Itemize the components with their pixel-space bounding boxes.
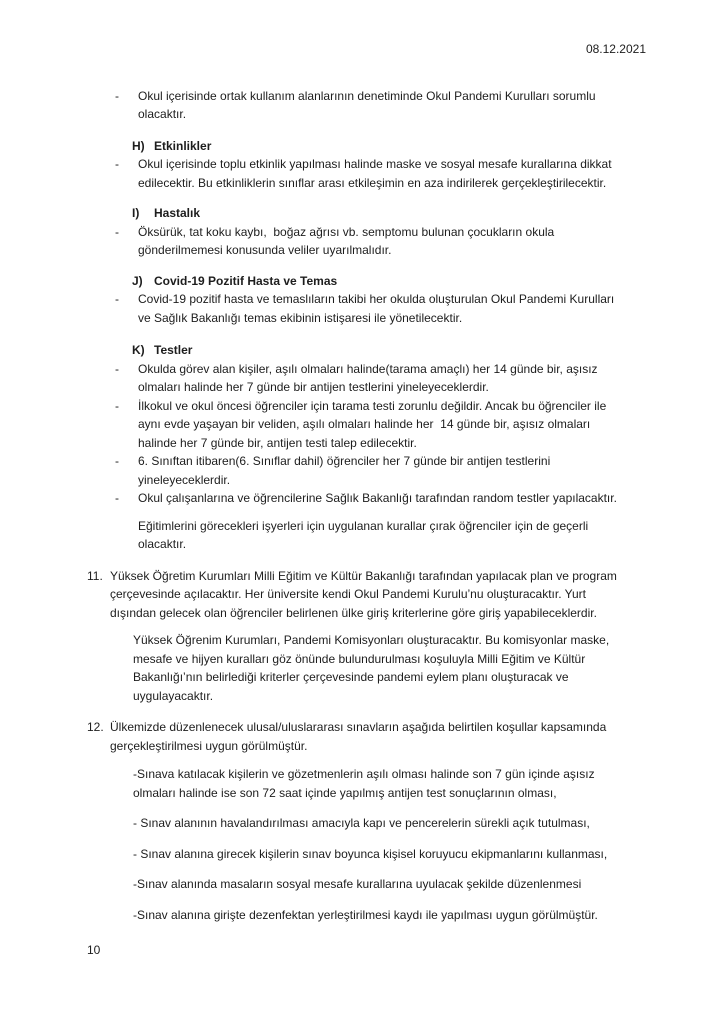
bullet-item bbox=[87, 397, 654, 453]
bullet-item bbox=[87, 360, 654, 397]
text-line: Covid-19 pozitif hasta ve temaslıların takibi her okulda oluşturulan Okul Pandemi Kurulları bbox=[138, 292, 615, 306]
text-line: İlkokul ve okul öncesi öğrenciler için tarama testi zorunlu değildir. Ancak bu öğrenciler ile bbox=[138, 398, 607, 413]
text-line: edilecektir. Bu etkinliklerin sınıflar arası etkileşimin en aza indirilerek gerçekleştirilecektir. bbox=[138, 175, 607, 190]
item-number: 11. bbox=[87, 568, 103, 583]
page-number: 10 bbox=[87, 943, 101, 957]
text-line: Okul çalışanlarına ve öğrencilerine Sağlık Bakanlığı tarafından random testler yapılacaktır. bbox=[138, 491, 617, 505]
heading-marker: K) bbox=[132, 343, 145, 357]
text-line: mesafe ve hijyen kuralları göz önünde bulundurulması koşuluyla Milli Eğitim ve Kültür bbox=[133, 651, 586, 666]
text-line: olmaları halinde her 7 günde bir antijen testlerini yineleyeceklerdir. bbox=[138, 380, 489, 394]
text-line: olacaktır. bbox=[138, 537, 187, 551]
bullet-item bbox=[87, 223, 654, 260]
heading-label: Covid-19 Pozitif Hasta ve Temas bbox=[154, 273, 338, 288]
heading-label: Hastalık bbox=[154, 206, 201, 220]
text-line: Bakanlığı’nın belirlediği kriterler çerçevesinde pandemi eylem planı oluşturacak ve bbox=[133, 670, 569, 684]
bullet-text bbox=[138, 489, 654, 508]
numbered-item-11 bbox=[87, 567, 654, 623]
paragraph bbox=[133, 765, 654, 802]
bullet-item bbox=[87, 87, 654, 124]
bullet-text bbox=[138, 87, 654, 124]
bullet-dash: - bbox=[115, 454, 119, 468]
heading-marker: J) bbox=[132, 273, 143, 288]
text-line: Yüksek Öğrenim Kurumları, Pandemi Komisyonları oluşturacaktır. Bu komisyonlar maske, bbox=[133, 633, 610, 647]
text-line: olacaktır. bbox=[138, 107, 187, 121]
bullet-text bbox=[138, 452, 654, 489]
paragraph bbox=[133, 906, 654, 925]
text-line: çerçevesinde açılacaktır. Her üniversite kendi Okul Pandemi Kurulu’nu oluşturacaktır. Yurt bbox=[110, 587, 587, 601]
text-line: ve Sağlık Bakanlığı temas ekibinin istişaresi ile yönetilecektir. bbox=[138, 310, 463, 325]
heading-label: Etkinlikler bbox=[154, 138, 212, 153]
bullet-dash: - bbox=[115, 398, 119, 413]
text-line: halinde her 7 günde bir, antijen testi talep edilecektir. bbox=[138, 435, 417, 450]
paragraph bbox=[133, 814, 654, 833]
bullet-item bbox=[87, 489, 654, 508]
text-line: aynı evde yaşayan bir veliden, aşılı olmaları halinde her 14 günde bir, aşısız olmaları bbox=[138, 417, 591, 431]
item-number: 12. bbox=[87, 720, 104, 734]
bullet-item bbox=[87, 290, 654, 327]
text-line: -Sınav alanına girişte dezenfektan yerleştirilmesi kaydı ile yapılması uygun görülmüştür. bbox=[133, 907, 598, 922]
text-line: Yüksek Öğretim Kurumları Milli Eğitim ve Kültür Bakanlığı tarafından yapılacak plan ve program bbox=[110, 568, 617, 583]
bullet-text bbox=[138, 290, 654, 327]
bullet-text bbox=[138, 223, 654, 260]
bullet-text bbox=[138, 360, 654, 397]
numbered-text bbox=[110, 718, 654, 755]
section-heading-covid-pozitif bbox=[132, 272, 654, 291]
numbered-text bbox=[110, 567, 654, 623]
text-line: 6. Sınıftan itibaren(6. Sınıflar dahil) öğrenciler her 7 günde bir antijen testlerini bbox=[138, 454, 551, 468]
paragraph bbox=[133, 845, 654, 864]
text-line: uygulayacaktır. bbox=[133, 688, 214, 703]
text-line: Okulda görev alan kişiler, aşılı olmaları halinde(tarama amaçlı) her 14 günde bir, aşısız bbox=[138, 361, 598, 376]
text-line: - Sınav alanına girecek kişilerin sınav boyunca kişisel koruyucu ekipmanlarını kullanması, bbox=[133, 846, 608, 861]
document-date: 08.12.2021 bbox=[585, 42, 646, 56]
bullet-dash: - bbox=[115, 157, 119, 171]
text-line: olmaları halinde ise son 72 saat içinde yapılmış antijen test sonuçlarının olması, bbox=[133, 785, 557, 800]
text-line: Ülkemizde düzenlenecek ulusal/uluslararası sınavların aşağıda belirtilen koşullar kapsamında bbox=[110, 720, 607, 734]
bullet-dash: - bbox=[115, 88, 119, 103]
bullet-text bbox=[138, 155, 654, 192]
numbered-item-12 bbox=[87, 718, 654, 755]
text-line: gerçekleştirilmesi uygun görülmüştür. bbox=[110, 738, 308, 753]
text-line: Öksürük, tat koku kaybı, boğaz ağrısı vb. semptomu bulunan çocukların okula bbox=[138, 224, 555, 239]
text-line: Okul içerisinde toplu etkinlik yapılması halinde maske ve sosyal mesafe kurallarına dikkat bbox=[138, 157, 612, 171]
bullet-dash: - bbox=[115, 224, 119, 239]
text-line: - Sınav alanının havalandırılması amacıyla kapı ve pencerelerin sürekli açık tutulması, bbox=[133, 816, 590, 830]
text-line: Eğitimlerini görecekleri işyerleri için uygulanan kurallar çırak öğrenciler için de geçerli bbox=[138, 518, 589, 533]
section-heading-testler bbox=[132, 341, 654, 360]
text-line: -Sınav alanında masaların sosyal mesafe kurallarına uyulacak şekilde düzenlenmesi bbox=[133, 877, 582, 891]
bullet-dash: - bbox=[115, 491, 119, 505]
heading-label: Testler bbox=[154, 343, 193, 357]
heading-marker: H) bbox=[132, 138, 145, 153]
bullet-item bbox=[87, 155, 654, 192]
bullet-item bbox=[87, 452, 654, 489]
text-line: yineleyeceklerdir. bbox=[138, 472, 231, 487]
paragraph bbox=[133, 875, 654, 894]
paragraph bbox=[138, 517, 654, 554]
bullet-dash: - bbox=[115, 292, 119, 306]
text-line: -Sınava katılacak kişilerin ve gözetmenlerin aşılı olması halinde son 7 gün içinde aşısız bbox=[133, 767, 595, 781]
text-line: gönderilmemesi konusunda veliler uyarılmalıdır. bbox=[138, 243, 392, 257]
bullet-dash: - bbox=[115, 361, 119, 376]
section-heading-hastalik bbox=[132, 204, 654, 223]
text-line: Okul içerisinde ortak kullanım alanlarının denetiminde Okul Pandemi Kurulları sorumlu bbox=[138, 88, 596, 103]
bullet-text bbox=[138, 397, 654, 453]
paragraph bbox=[133, 631, 654, 705]
section-heading-etkinlikler bbox=[132, 137, 654, 156]
text-line: dışından gelecek olan öğrenciler belirlenen ülke giriş kriterlerine göre giriş yapabileceklerdir. bbox=[110, 605, 597, 620]
heading-marker: I) bbox=[132, 206, 140, 220]
